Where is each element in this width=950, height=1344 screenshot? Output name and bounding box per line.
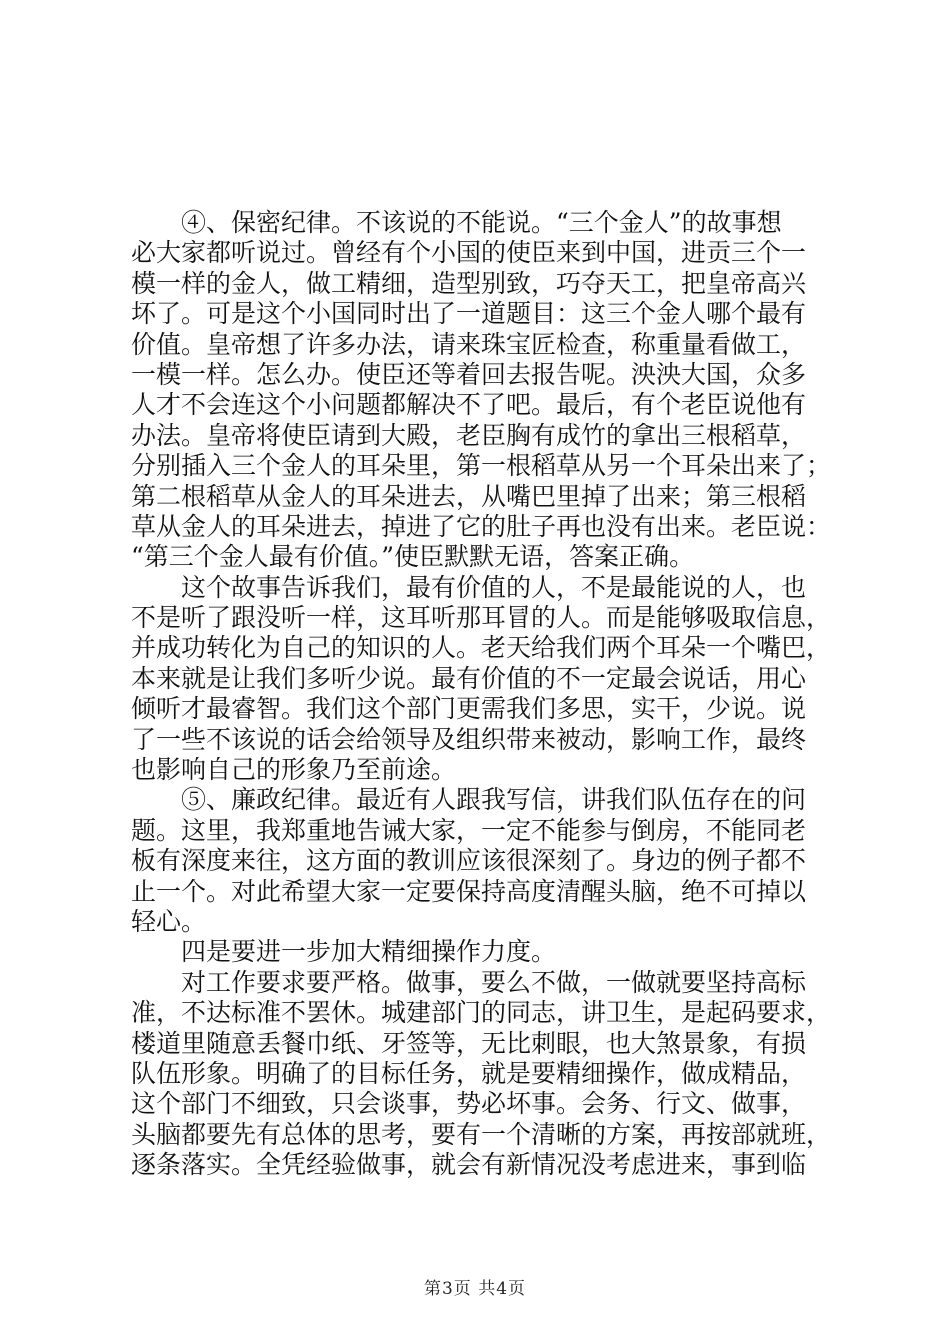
- text-line: 头脑都要先有总体的思考，要有一个清晰的方案，再按部就班，: [131, 1119, 832, 1149]
- text-line: 第二根稻草从金人的耳朵进去，从嘴巴里掉了出来；第三根稻: [131, 481, 807, 511]
- text-line: ④、保密纪律。不该说的不能说。“三个金人”的故事想: [131, 208, 782, 237]
- text-line: 并成功转化为自己的知识的人。老天给我们两个耳朵一个嘴巴，: [131, 633, 832, 663]
- text-line: 本来就是让我们多听少说。最有价值的不一定最会说话，用心: [131, 663, 807, 693]
- text-line: 一模一样。怎么办。使臣还等着回去报告呢。泱泱大国，众多: [131, 359, 807, 389]
- text-line: 办法。皇帝将使臣请到大殿，老臣胸有成竹的拿出三根稻草，: [131, 420, 807, 450]
- page-footer: 第3页 共4页: [423, 1279, 527, 1299]
- text-line: 草从金人的耳朵进去，掉进了它的肚子再也没有出来。老臣说：: [131, 511, 832, 541]
- text-line: “第三个金人最有价值。”使臣默默无语，答案正确。: [131, 542, 695, 572]
- text-line: 模一样的金人，做工精细，造型别致，巧夺天工，把皇帝高兴: [131, 268, 807, 298]
- text-line: 坏了。可是这个小国同时出了一道题目：这三个金人哪个最有: [131, 299, 807, 329]
- text-line: 不是听了跟没听一样，这耳听那耳冒的人。而是能够吸取信息，: [131, 603, 832, 633]
- text-line: 了一些不该说的话会给领导及组织带来被动，影响工作，最终: [131, 724, 807, 754]
- text-line: 轻心。: [131, 906, 207, 936]
- text-line: 准，不达标准不罢休。城建部门的同志，讲卫生，是起码要求，: [131, 998, 832, 1028]
- text-line: 这个部门不细致，只会谈事，势必坏事。会务、行文、做事，: [131, 1089, 807, 1119]
- text-line: 也影响自己的形象乃至前途。: [131, 755, 457, 785]
- text-line: 板有深度来往，这方面的教训应该很深刻了。身边的例子都不: [131, 846, 807, 876]
- text-line: 逐条落实。全凭经验做事，就会有新情况没考虑进来，事到临: [131, 1150, 807, 1180]
- text-line: 这个故事告诉我们，最有价值的人，不是最能说的人，也: [131, 572, 807, 602]
- document-body: [131, 208, 835, 1181]
- text-line: 价值。皇帝想了许多办法，请来珠宝匠检查，称重量看做工，: [131, 329, 807, 359]
- text-line: 必大家都听说过。曾经有个小国的使臣来到中国，进贡三个一: [131, 238, 807, 268]
- text-line: 止一个。对此希望大家一定要保持高度清醒头脑，绝不可掉以: [131, 876, 807, 906]
- text-line: 倾听才最睿智。我们这个部门更需我们多思，实干，少说。说: [131, 694, 807, 724]
- text-line: 四是要进一步加大精细操作力度。: [131, 937, 557, 967]
- text-line: 题。这里，我郑重地告诫大家，一定不能参与倒房，不能同老: [131, 815, 807, 845]
- text-line: 队伍形象。明确了的目标任务，就是要精细操作，做成精品，: [131, 1058, 807, 1088]
- text-line: 分别插入三个金人的耳朵里，第一根稻草从另一个耳朵出来了；: [131, 451, 832, 481]
- text-line: ⑤、廉政纪律。最近有人跟我写信，讲我们队伍存在的问: [131, 785, 807, 815]
- text-line: 对工作要求要严格。做事，要么不做，一做就要坚持高标: [131, 967, 807, 997]
- text-line: 人才不会连这个小问题都解决不了吧。最后，有个老臣说他有: [131, 390, 807, 420]
- text-line: 楼道里随意丢餐巾纸、牙签等，无比刺眼，也大煞景象，有损: [131, 1028, 807, 1058]
